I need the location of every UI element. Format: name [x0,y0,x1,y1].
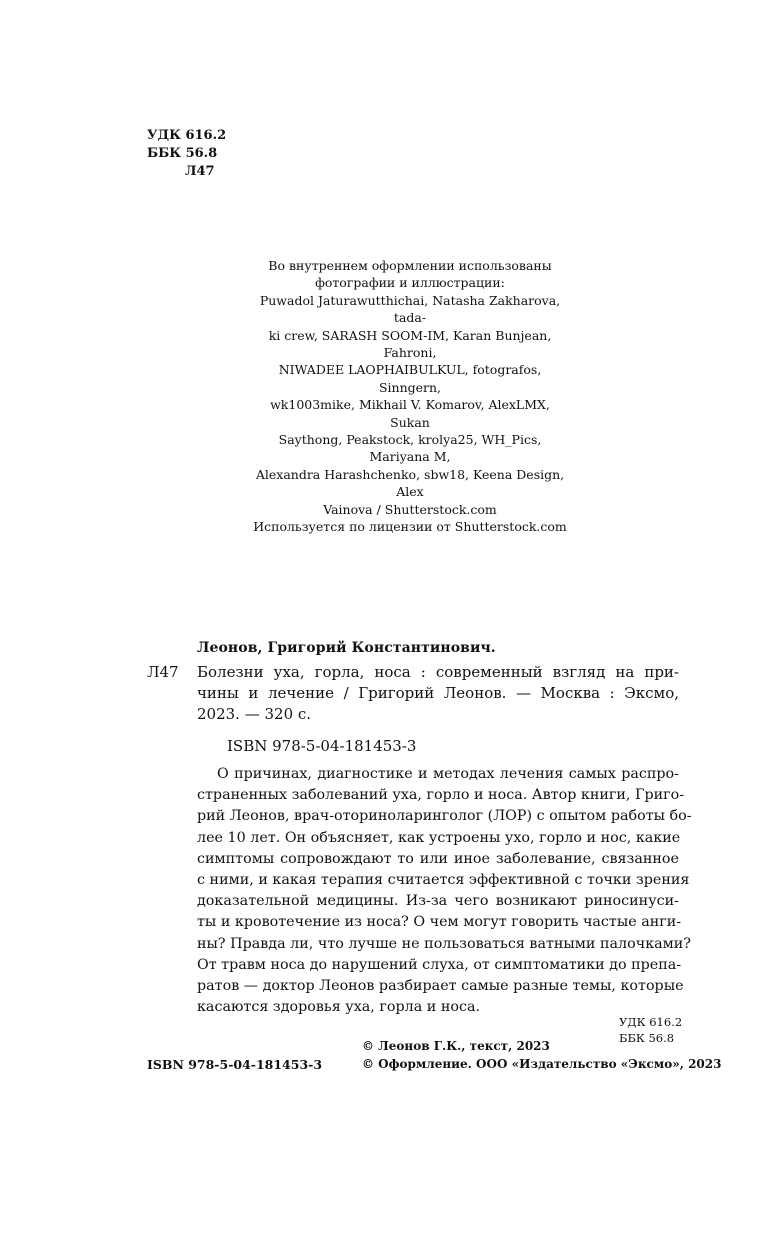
catalog-entry-line: 2023. — 320 с. [197,705,312,724]
footer-isbn: ISBN 978-5-04-181453-3 [147,1057,323,1072]
credits-license: Используется по лицензии от Shutterstock.com [253,519,567,535]
card-bbk-code: ББК 56.8 [619,1031,675,1045]
udk-code: УДК 616.2 [147,128,227,143]
annotation-line: лее 10 лет. Он объясняет, как устроены ухо, горло и нос, какие [197,829,681,846]
credits-name-line: Saythong, Peakstock, krolya25, WH_Pics, Mariyana M, [278,432,542,465]
credits-intro-line-2: фотографии и иллюстрации: [315,275,505,291]
credits-name-line: NIWADEE LAOPHAIBULKUL, fotografos, Sinngern, [278,362,542,395]
catalog-isbn: ISBN 978-5-04-181453-3 [227,737,417,755]
catalog-entry-line: чины и лечение / Григорий Леонов. — Москва : Эксмо, [197,684,679,703]
copyright-text-line: © Леонов Г.К., текст, 2023 [362,1039,550,1053]
copyright-design-line: © Оформление. ООО «Издательство «Эксмо», 2023 [362,1056,722,1071]
annotation-line: рий Леонов, врач-оториноларинголог (ЛОР) с опытом работы бо- [197,808,692,825]
annotation-line: От травм носа до нарушений слуха, от симптоматики до препа- [197,956,682,973]
credits-name-line: wk1003mike, Mikhail V. Komarov, AlexLMX, Sukan [270,397,550,430]
catalog-entry [197,662,679,726]
copyright-block [362,1038,721,1073]
annotation-line: ны? Правда ли, что лучше не пользоваться ватными палочками? [197,935,691,952]
credits-name-line: Puwadol Jaturawutthichai, Natasha Zakharova, tada- [259,292,561,326]
catalog-entry-line: Болезни уха, горла, носа : современный взгляд на при- [197,663,679,681]
annotation-paragraph [197,764,692,1018]
credits-names [250,292,570,518]
catalog-author-mark: Л47 [147,663,179,681]
card-udk-code: УДК 616.2 [619,1015,683,1029]
annotation-line: доказательной медицины. Из-за чего возникают риносинуси- [197,893,679,910]
photo-credits [250,257,570,536]
credits-name-line: Alexandra Harashchenko, sbw18, Keena Design, Alex [255,466,565,500]
credits-name-line: ki crew, SARASH SOOM-IM, Karan Bunjean, Fahroni, [268,327,552,361]
credits-intro-line-1: Во внутреннем оформлении использованы [268,258,552,273]
annotation-line: О причинах, диагностике и методах лечения самых распро- [217,766,679,782]
annotation-line: ратов — доктор Леонов разбирает самые разные темы, которые [197,978,684,995]
author-mark: Л47 [185,164,215,179]
catalog-author-heading: Леонов, Григорий Константинович. [197,640,496,656]
annotation-line: страненных заболеваний уха, горло и носа. Автор книги, Григо- [197,787,685,804]
annotation-line: с ними, и какая терапия считается эффективной с точки зрения [197,872,690,889]
classification-block-top [147,127,226,181]
credits-name-line: Vainova / Shutterstock.com [323,501,497,517]
bbk-code: ББК 56.8 [147,146,218,161]
annotation-line: касаются здоровья уха, горла и носа. [197,999,481,1016]
annotation-line: ты и кровотечение из носа? О чем могут говорить частые анги- [197,914,682,931]
annotation-line: симптомы сопровождают то или иное заболевание, связанное [197,850,679,867]
